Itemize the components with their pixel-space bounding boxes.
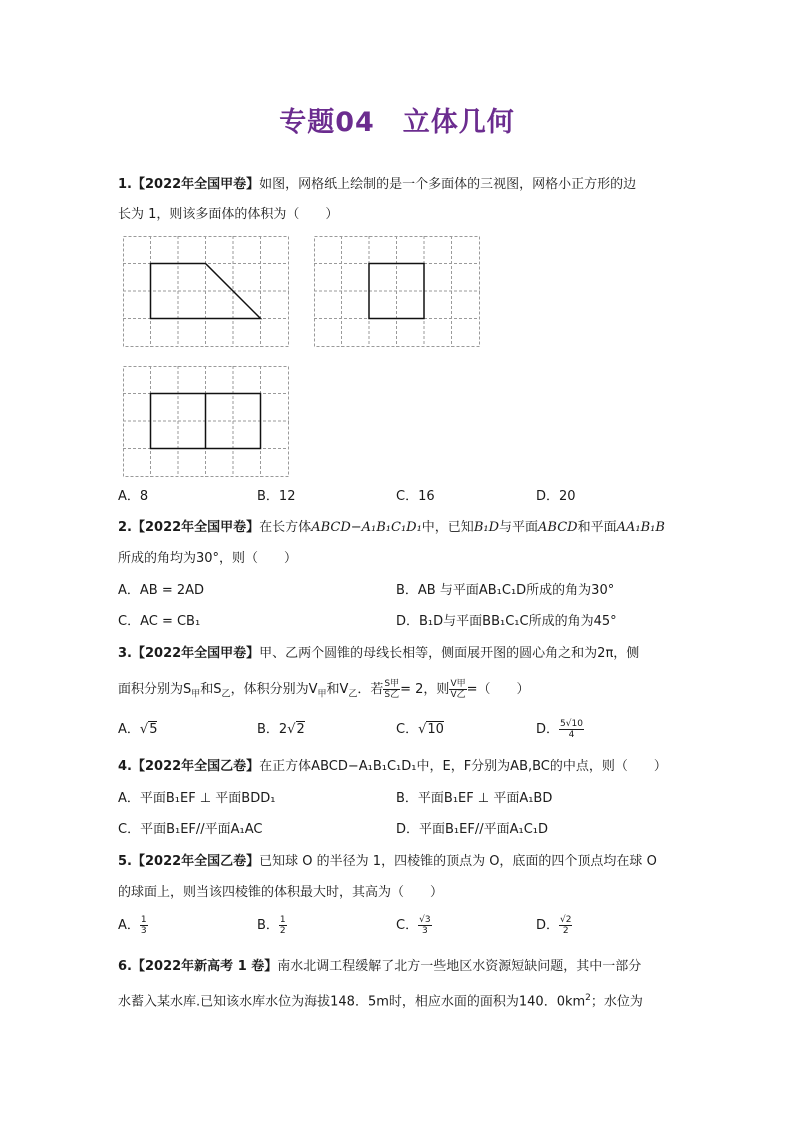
question-1-text-2: 长为 1，则该多面体的体积为（ ）: [118, 207, 339, 222]
q2-text-b: 中，已知: [421, 520, 474, 535]
q5-option-d: D． $\frac{√2}{2}$: [536, 915, 572, 936]
question-1-text-1: 如图，网格纸上绘制的是一个多面体的三视图，网格小正方形的边: [259, 177, 637, 192]
question-2-line-1: [118, 519, 665, 537]
q3-text-d: 和V: [326, 682, 349, 697]
q3-text-f: = 2，则: [400, 682, 450, 697]
q6-text-a: 水蓄入某水库.已知该水库水位为海拔148．5m时，相应水面的面积为140．0km: [118, 994, 586, 1010]
q1-option-a: A．8: [118, 489, 149, 504]
question-3-text-1: 甲、乙两个圆锥的母线长相等，侧面展开图的圆心角之和为2π，侧: [259, 646, 640, 661]
question-2-label: 2.【2022年全国甲卷】: [118, 520, 260, 535]
q2-option-b: B．AB 与平面AB₁C₁D所成的角为30°: [396, 583, 615, 598]
q3-option-c: C．√10: [396, 722, 444, 737]
q2-expr-plane-1: ABCD: [538, 520, 578, 535]
q4-option-c: C．平面B₁EF//平面A₁AC: [118, 822, 263, 837]
q3-text-g: =（ ）: [466, 682, 530, 697]
question-4-label: 4.【2022年全国乙卷】: [118, 759, 260, 774]
q2-option-a: A．AB = 2AD: [118, 583, 205, 598]
question-5-line-1: [118, 853, 657, 871]
q4-option-d: D．平面B₁EF//平面A₁C₁D: [396, 822, 548, 837]
side-view-figure: [314, 236, 480, 347]
q3-sub-jia-2: 甲: [317, 689, 327, 700]
sqrt-symbol: √2: [287, 722, 305, 737]
q3-option-a: A．√5: [118, 722, 158, 737]
q3-text-b: 和S: [200, 682, 222, 697]
question-6-label: 6.【2022年新高考 1 卷】: [118, 959, 278, 974]
q3-sub-yi-1: 乙: [221, 689, 231, 700]
q4-option-b: B．平面B₁EF ⊥ 平面A₁BD: [396, 791, 553, 806]
front-view-figure: [123, 236, 289, 347]
q1-option-c: C．16: [396, 489, 435, 504]
question-3-line-1: [118, 645, 639, 663]
q3-text-e: ．若: [357, 682, 384, 697]
q2-text-a: 在长方体: [259, 520, 312, 535]
q6-text-b: ；水位为: [590, 994, 643, 1010]
question-6-line-1: [118, 958, 641, 976]
question-5-label: 5.【2022年全国乙卷】: [118, 854, 260, 869]
q3-text-a: 面积分别为S: [118, 682, 192, 697]
question-4-line-1: [118, 758, 667, 776]
q2-expr-prism: ABCD−A₁B₁C₁D₁: [311, 520, 422, 535]
question-5-text-2: 的球面上，则当该四棱锥的体积最大时，其高为（ ）: [118, 885, 444, 900]
q2-expr-plane-2: AA₁B₁B: [616, 520, 665, 535]
question-5-text-1: 已知球 O 的半径为 1，四棱锥的顶点为 O，底面的四个顶点均在球 O: [259, 854, 657, 869]
page-title: 专题04 立体几何: [279, 107, 515, 138]
q3-text-c: ，体积分别为V: [230, 682, 318, 697]
q1-option-d: D．20: [536, 489, 576, 504]
question-1-label: 1.【2022年全国甲卷】: [118, 177, 260, 192]
q6-superscript: 2: [585, 993, 591, 1003]
q2-text-d: 和平面: [577, 520, 617, 535]
q2-option-c: C．AC = CB₁: [118, 614, 201, 629]
question-3-label: 3.【2022年全国甲卷】: [118, 646, 260, 661]
q2-option-d: D．B₁D与平面BB₁C₁C所成的角为45°: [396, 614, 617, 629]
question-1-line-1: [118, 176, 636, 194]
q3-ask-fraction: $\frac{\text{V甲}}{\text{V乙}}$: [450, 679, 466, 700]
sqrt-symbol: √5: [139, 722, 158, 737]
q3-option-d: D． $\frac{5√10}{4}$: [536, 719, 583, 740]
q5-option-a: A． $\frac{1}{3}$: [118, 915, 147, 936]
q3-condition-fraction: $\frac{\text{S甲}}{\text{S乙}}$: [384, 679, 400, 700]
q3-option-d-fraction: $\frac{5√10}{4}$: [560, 719, 583, 740]
question-3-line-2: [118, 679, 530, 704]
top-view-figure: [123, 366, 289, 477]
question-4-text-1: 在正方体ABCD−A₁B₁C₁D₁中，E，F分别为AB,BC的中点，则（ ）: [259, 759, 667, 774]
question-2-text-2: 所成的角均为30°，则（ ）: [118, 551, 298, 566]
question-6-line-2: [118, 989, 643, 1011]
q2-expr-diagonal: B₁D: [473, 520, 499, 535]
sqrt-symbol: √10: [418, 722, 444, 737]
q4-option-a: A．平面B₁EF ⊥ 平面BDD₁: [118, 791, 276, 806]
q5-option-c: C． $\frac{√3}{3}$: [396, 915, 431, 936]
q3-option-b: B．2√2: [257, 722, 305, 737]
q1-option-b: B．12: [257, 489, 296, 504]
q3-sub-yi-2: 乙: [348, 689, 358, 700]
question-6-text-1: 南水北调工程缓解了北方一些地区水资源短缺问题，其中一部分: [277, 959, 642, 974]
q2-text-c: 与平面: [499, 520, 539, 535]
q5-option-b: B． $\frac{1}{2}$: [257, 915, 286, 936]
q3-sub-jia-1: 甲: [191, 689, 201, 700]
